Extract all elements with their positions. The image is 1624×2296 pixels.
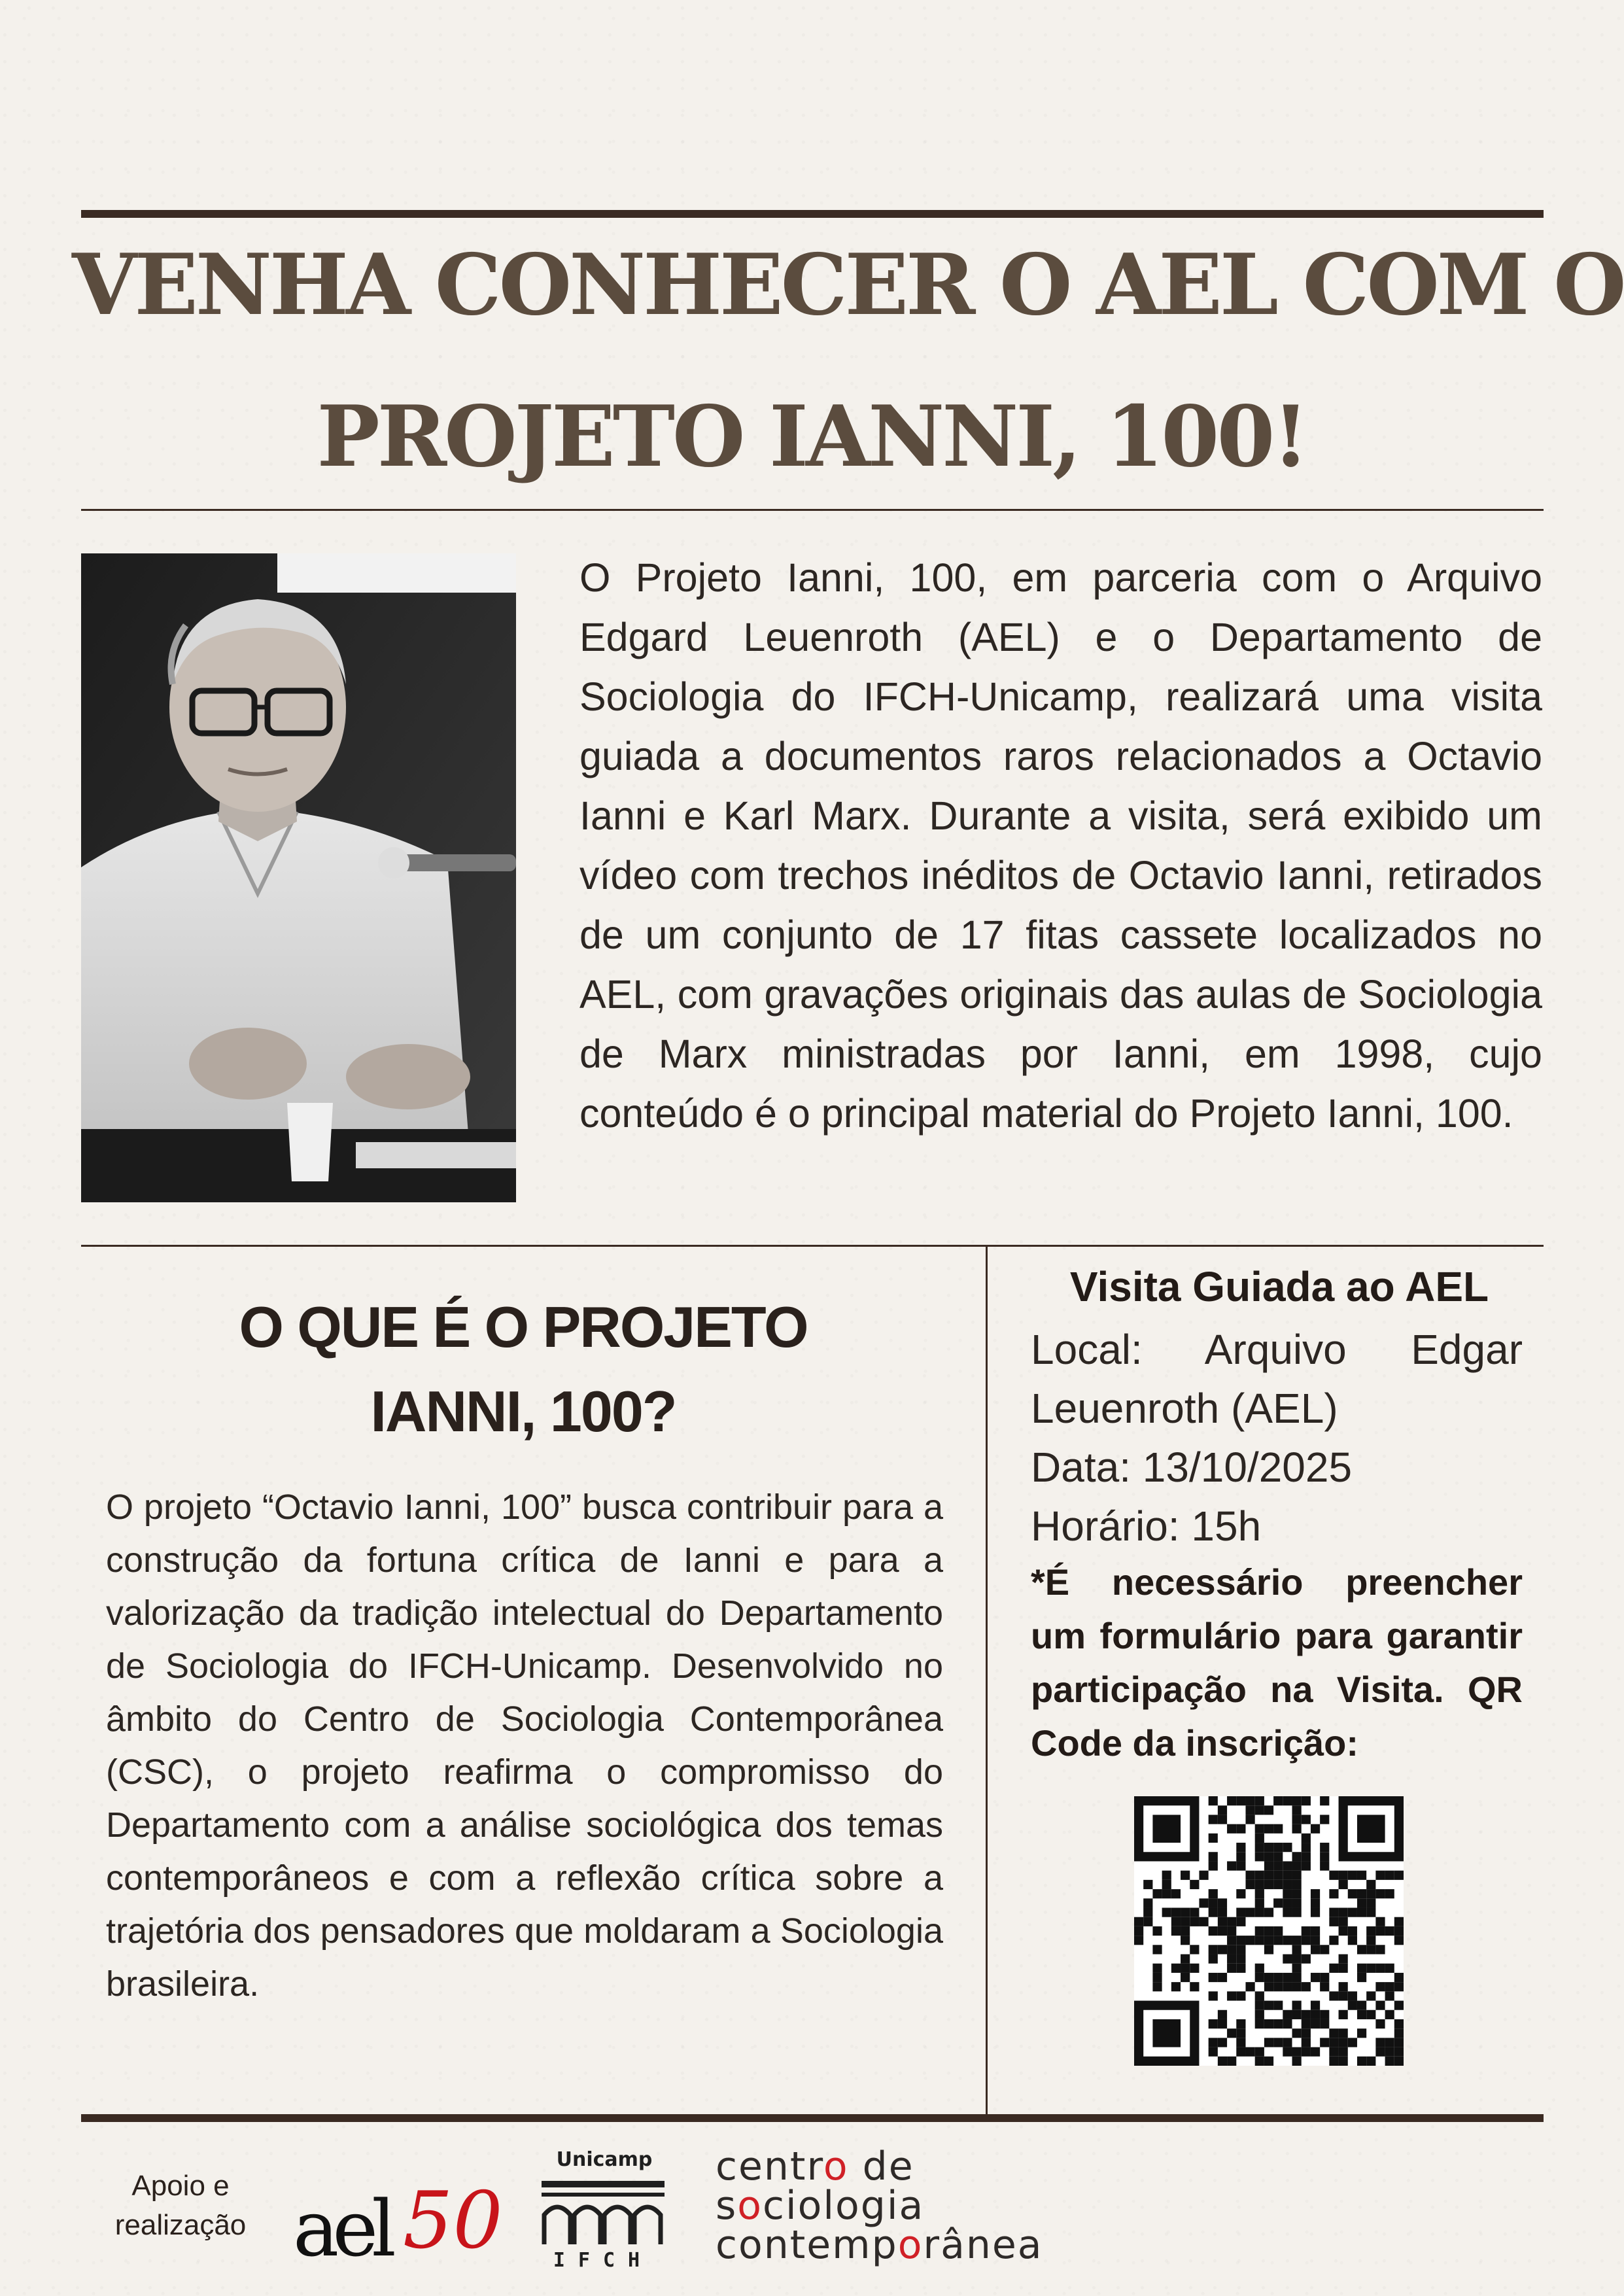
headline-line-1: VENHA CONHECER O AEL COM O [72, 236, 1624, 334]
ael-logo-text: ael [293, 2183, 390, 2274]
csc-line-1: centro de [716, 2144, 914, 2189]
csc-line-2: sociologia [716, 2183, 925, 2229]
headline-line-2: PROJETO IANNI, 100! [317, 388, 1307, 486]
intro-paragraph: O Projeto Ianni, 100, em parceria com o Arquivo Edgard Leuenroth (AEL) e o Departamento de Sociologia do IFCH-Unicamp, realizará uma visita guiada a documentos raros relacionados a Octavio Ianni e Karl Marx. Durante a visita, será exibido um vídeo com trechos inéditos de Octavio Ianni, retirados de um conjunto de 17 fitas cassete localizados no AEL, com gravações originais das aulas de Sociologia de Marx ministradas por Ianni, em 1998, cujo conteúdo é o principal material do Projeto Ianni, 100. [579, 555, 1542, 1136]
ifch-building-icon [538, 2176, 668, 2248]
about-title-line-2: IANNI, 100? [370, 1379, 676, 1444]
column-divider [986, 1245, 988, 2115]
portrait-illustration [81, 553, 516, 1202]
about-paragraph: O projeto “Octavio Ianni, 100” busca contribuir para a construção da fortuna crítica de Ianni e para a valorização da tradição intelectual do Departamento de Sociologia do IFCH-Unicamp. Desenvolvido no âmbito do Centro de Sociologia Contemporânea (CSC), o projeto reafirma o compromisso do Departamento com a análise sociológica dos temas contemporâneos e com a reflexão crítica sobre a trajetória dos pensadores que moldaram a Sociologia brasileira. [106, 1487, 943, 2004]
registration-note: *É necessário preencher um formulário para garantir participação na Visita. QR Code da inscrição: [1031, 1561, 1523, 1764]
unicamp-label: Unicamp [556, 2148, 653, 2171]
visit-local-line-2: Leuenroth (AEL) [1031, 1385, 1338, 1432]
visit-local-line-1: Local: Arquivo Edgar [1031, 1326, 1523, 1373]
csc-line-3: contemporânea [716, 2222, 1043, 2268]
registration-qr-code[interactable] [1134, 1796, 1404, 2066]
visit-time: Horário: 15h [1031, 1503, 1262, 1550]
support-label-line-1: Apoio e [131, 2170, 230, 2202]
octavio-ianni-photo [81, 553, 516, 1202]
ael-50-text: 50 [403, 2176, 503, 2267]
headline-divider [81, 509, 1544, 511]
qr-code-icon [1134, 1796, 1404, 2066]
ifch-label: IFCH [553, 2249, 653, 2272]
visit-date: Data: 13/10/2025 [1031, 1444, 1353, 1491]
middle-divider [81, 1245, 1544, 1247]
top-rule [81, 210, 1544, 218]
ael-50-logo [293, 2170, 503, 2274]
visit-title: Visita Guiada ao AEL [1069, 1263, 1489, 1310]
bottom-rule [81, 2114, 1544, 2122]
support-label [103, 2166, 258, 2245]
support-label-line-2: realização [114, 2209, 247, 2241]
csc-logo [716, 2144, 1043, 2268]
about-title-line-1: O QUE É O PROJETO [239, 1295, 808, 1359]
